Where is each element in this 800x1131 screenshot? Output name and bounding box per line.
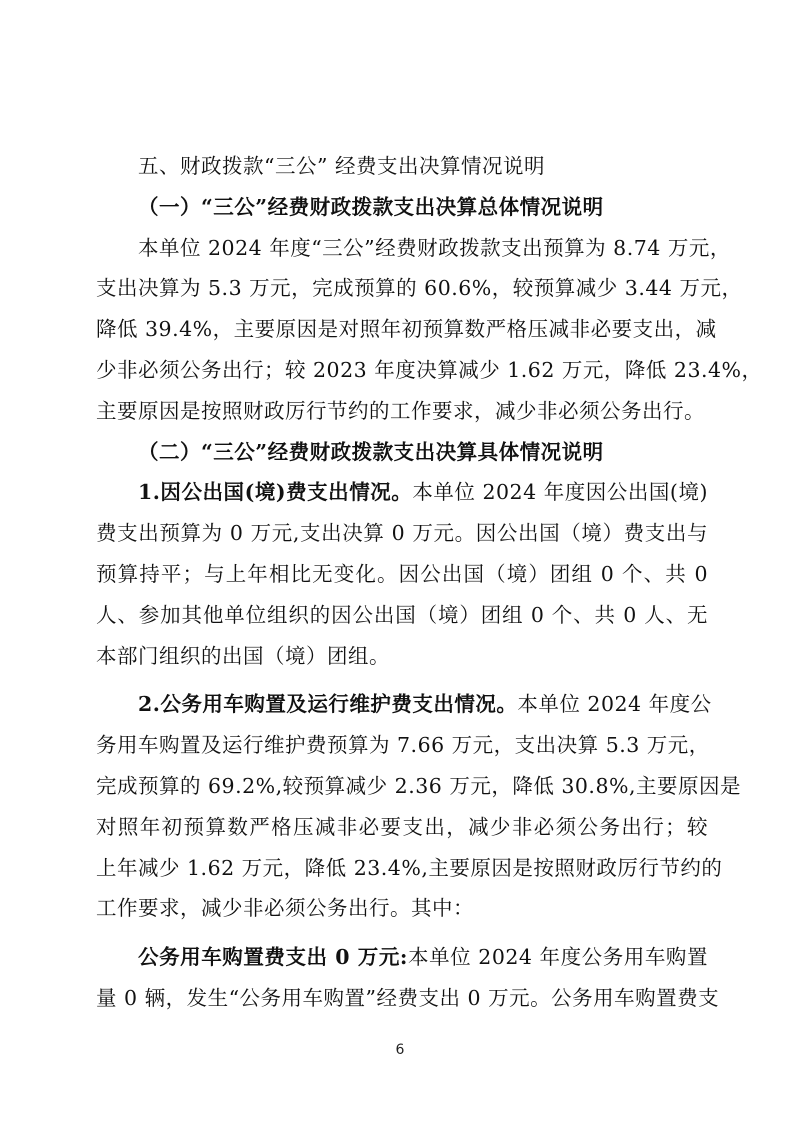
paragraph-line: 完成预算的 69.2%,较预算减少 2.36 万元，降低 30.8%,主要原因是 xyxy=(96,773,741,798)
paragraph-line: 务用车购置及运行维护费预算为 7.66 万元，支出决算 5.3 万元， xyxy=(96,733,710,758)
paragraph-line: 本单位 2024 年度“三公”经费财政拨款支出预算为 8.74 万元， xyxy=(138,235,731,260)
page-number: 6 xyxy=(395,1042,405,1058)
paragraph-line: 上年减少 1.62 万元，降低 23.4%,主要原因是按照财政厉行节约的 xyxy=(96,855,723,880)
subsection-heading-1: （一）“三公”经费财政拨款支出决算总体情况说明 xyxy=(138,194,604,219)
paragraph-line: 量 0 辆，发生“公务用车购置”经费支出 0 万元。公务用车购置费支 xyxy=(96,985,720,1010)
paragraph-line: 降低 39.4%，主要原因是对照年初预算数严格压减非必要支出，减 xyxy=(96,317,717,342)
item-title-vehicles: 2.公务用车购置及运行维护费支出情况。 xyxy=(138,692,518,717)
paragraph-line: 少非必须公务出行；较 2023 年度决算减少 1.62 万元，降低 23.4%， xyxy=(96,357,763,382)
paragraph-line: 主要原因是按照财政厉行节约的工作要求，减少非必须公务出行。 xyxy=(96,398,705,423)
item-title-vehicle-purchase: 公务用车购置费支出 0 万元: xyxy=(138,945,408,970)
subsection-heading-2: （二）“三公”经费财政拨款支出决算具体情况说明 xyxy=(138,439,604,464)
paragraph-text: 本单位 2024 年度公务用车购置 xyxy=(407,945,708,970)
section-heading: 五、财政拨款“三公” 经费支出决算情况说明 xyxy=(138,154,545,178)
paragraph-first-line xyxy=(96,684,712,725)
paragraph-line: 预算持平；与上年相比无变化。因公出国（境）团组 0 个、共 0 xyxy=(96,561,708,586)
paragraph-line: 支出决算为 5.3 万元，完成预算的 60.6%，较预算减少 3.44 万元， xyxy=(96,276,743,301)
paragraph-overall xyxy=(96,228,763,432)
paragraph-vehicles xyxy=(96,684,741,929)
paragraph-line: 人、参加其他单位组织的因公出国（境）团组 0 个、共 0 人、无 xyxy=(96,602,708,627)
paragraph-first-line xyxy=(96,472,708,513)
paragraph-first-line xyxy=(96,937,708,978)
item-title-overseas: 1.因公出国(境)费支出情况。 xyxy=(138,480,413,505)
paragraph-text: 本单位 2024 年度因公出国(境) xyxy=(412,480,708,505)
paragraph-line: 费支出预算为 0 万元,支出决算 0 万元。因公出国（境）费支出与 xyxy=(96,521,708,546)
paragraph-line: 本部门组织的出国（境）团组。 xyxy=(96,643,390,668)
paragraph-text: 本单位 2024 年度公 xyxy=(517,692,712,717)
paragraph-line: 工作要求，减少非必须公务出行。其中： xyxy=(96,896,474,921)
paragraph-overseas xyxy=(96,472,708,676)
paragraph-line: 对照年初预算数严格压减非必要支出，减少非必须公务出行；较 xyxy=(96,814,708,839)
paragraph-vehicle-purchase xyxy=(96,937,720,1019)
document-page xyxy=(96,146,763,1019)
